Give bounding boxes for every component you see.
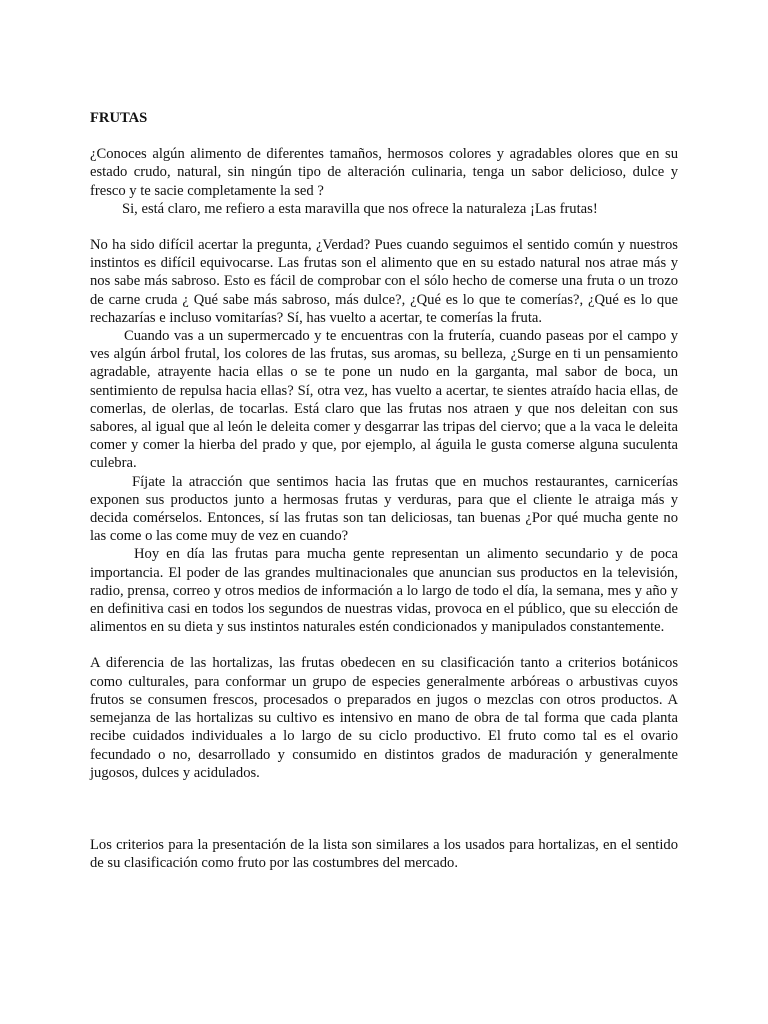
paragraph-instincts: No ha sido difícil acertar la pregunta, ¿Verdad? Pues cuando seguimos el sentido común y nuestros instintos es difícil equivocarse. Las frutas son el alimento que en su estado natural nos atrae más y nos sabe más sabroso. Esto es fácil de comprobar con el sólo hecho de comerse una fruta o un trozo de carne cruda ¿ Qué sabe más sabroso, más dulce?, ¿Qué es lo que te comerías?, ¿Qué es lo que rechazarías e incluso vomitarías? Sí, has vuelto a acertar, te comerías la fruta. — [90, 237, 678, 326]
paragraph-intro-answer: Si, está claro, me refiero a esta maravilla que nos ofrece la naturaleza ¡Las frutas! — [122, 200, 598, 217]
paragraph-classification: A diferencia de las hortalizas, las frutas obedecen en su clasificación tanto a criterios botánicos como culturales, para conformar un grupo de especies generalmente arbóreas o arbustivas cuyos frutos se consumen frescos, procesados o preparados en jugos o mezclas con otros productos. A semejanza de las hortalizas su cultivo es intensivo en mano de obra de tal forma que cada planta recibe cuidados individuales a lo largo de su ciclo productivo. El fruto como tal es el ovario fecundado o no, desarrollado y consumido en distintos grados de maduración y generalmente jugosos, dulces y acidulados. — [90, 655, 678, 781]
paragraph-criteria: Los criterios para la presentación de la lista son similares a los usados para hortalizas, en el sentido de su clasificación como fruto por las costumbres del mercado. — [90, 836, 678, 872]
paragraph-attraction: Cuando vas a un supermercado y te encuentras con la frutería, cuando paseas por el campo y ves algún árbol frutal, los colores de las frutas, sus aromas, su belleza, ¿Surge en ti un pensamiento agradable, atrayente hacia ellas o se te pone un nudo en la garganta, mal sabor de boca, un sentimiento de repulsa hacia ellas? Sí, otra vez, has vuelto a acertar, te sientes atraído hacia ellas, de comerlas, de olerlas, de tocarlas. Está claro que las frutas nos atraen y que nos deleitan con sus sabores, al igual que al león le deleita comer y desgarrar las tripas del ciervo; que a la vaca le deleita comer y comer la hierba del prado y que, por ejemplo, al águila le gusta comerse alguna suculenta culebra. — [90, 328, 678, 472]
paragraph-multinationals: Hoy en día las frutas para mucha gente representan un alimento secundario y de poca importancia. El poder de las grandes multinacionales que anuncian sus productos en la televisión, radio, prensa, correo y otros medios de información a lo largo de todo el día, la semana, mes y año y en definitiva casi en todos los segundos de nuestras vidas, provoca en el público, que su elección de alimentos en su dieta y sus instintos naturales estén condicionados y manipulados constantemente. — [90, 546, 678, 636]
paragraph-intro-question: ¿Conoces algún alimento de diferentes tamaños, hermosos colores y agradables olores que en su estado crudo, natural, sin ningún tipo de alteración culinaria, tenga un sabor delicioso, dulce y fresco y te sacie completamente la sed ? — [90, 146, 678, 199]
document-body — [90, 109, 678, 872]
document-title: FRUTAS — [90, 110, 148, 126]
paragraph-restaurants: Fíjate la atracción que sentimos hacia las frutas que en muchos restaurantes, carnicerías exponen sus productos junto a hermosas frutas y verduras, para que el cliente le atraiga más y decida comérselos. Entonces, sí las frutas son tan deliciosas, tan buenas ¿Por qué mucha gente no las come o las come muy de vez en cuando? — [90, 473, 678, 545]
